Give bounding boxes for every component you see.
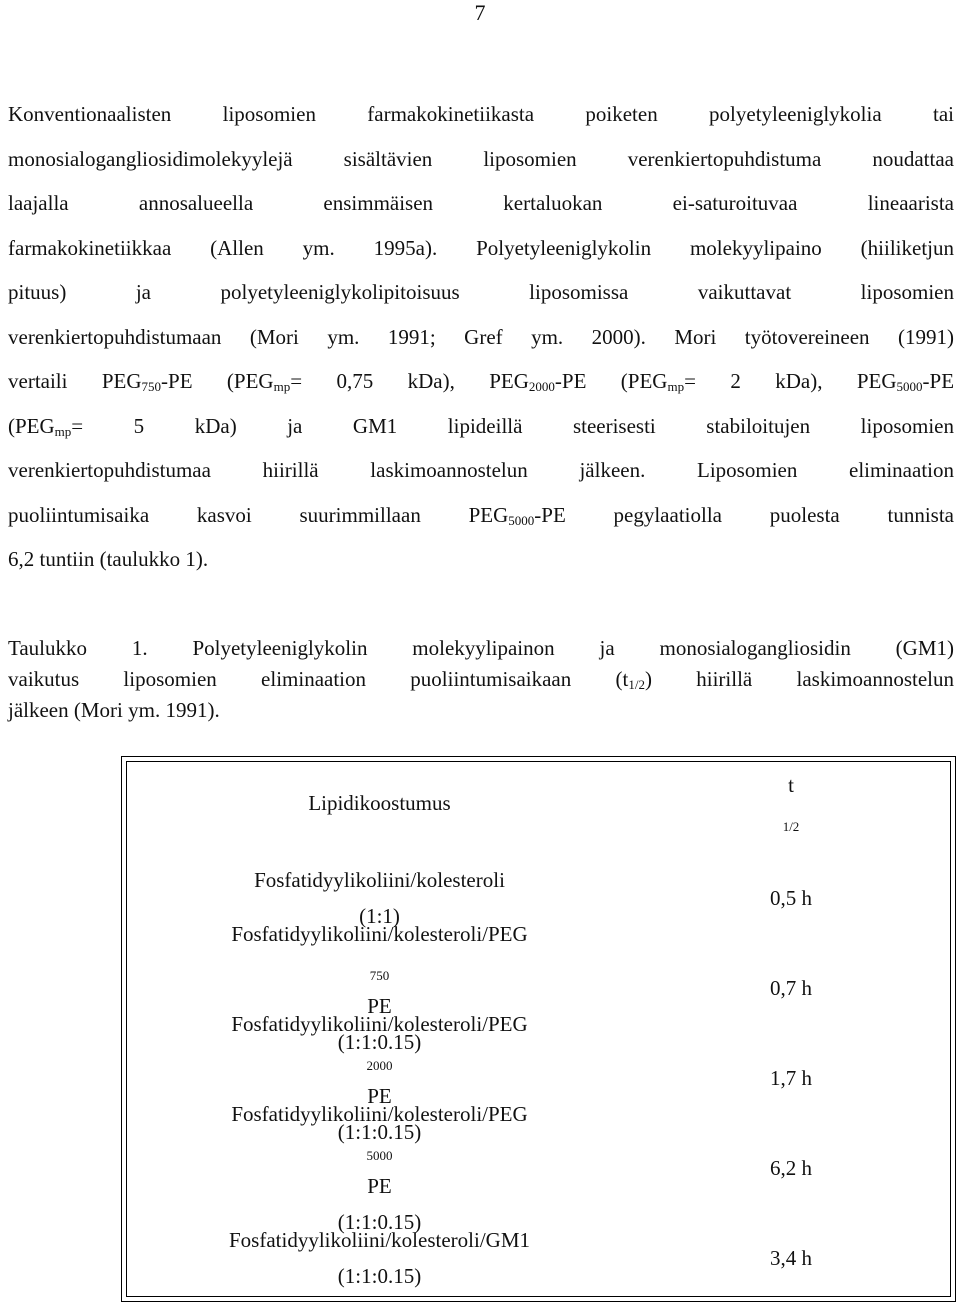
paragraph-line <box>8 404 954 449</box>
text-run: vertaili PEG <box>8 369 142 393</box>
paragraph-line: 6,2 tuntiin (taulukko 1). <box>8 547 209 571</box>
paragraph-line: Konventionaalisten liposomien farmakokinetiikasta poiketen polyetyleeniglykolia tai <box>8 102 954 126</box>
subscript: 5000 <box>896 379 923 394</box>
table-frame <box>126 761 951 1297</box>
text-run: -PE (PEG <box>161 369 274 393</box>
half-life-cell: 0,7 h <box>770 976 812 1000</box>
lipid-composition-cell: Fosfatidyylikoliini/kolesteroli (1:1) <box>254 868 505 928</box>
subscript: 2000 <box>528 379 555 394</box>
text-run: puoliintumisaika kasvoi suurimmillaan PEG <box>8 502 509 527</box>
paragraph-line: verenkiertopuhdistumaa hiirillä laskimoannostelun jälkeen. Liposomien eliminaation <box>8 458 954 482</box>
paragraph-line: verenkiertopuhdistumaan (Mori ym. 1991; Gref ym. 2000). Mori työtovereineen (1991) <box>8 324 954 349</box>
subscript: mp <box>667 379 685 394</box>
lipid-composition-cell: Fosfatidyylikoliini/kolesteroli/PEG $_{2000}$ PE (1:1:0.15) <box>231 1012 528 1144</box>
text-run: -PE (PEG <box>554 369 668 393</box>
text-run: = 0,75 kDa), PEG <box>290 369 529 393</box>
caption-line: Taulukko 1. Polyetyleeniglykolin molekyylipainon ja monosialogangliosidin (GM1) <box>8 636 954 660</box>
text-run: (PEG <box>8 413 55 438</box>
caption-line: jälkeen (Mori ym. 1991). <box>8 698 220 722</box>
page-number: 7 <box>474 0 486 25</box>
half-life-cell: 3,4 h <box>770 1246 812 1270</box>
table-caption <box>8 633 954 726</box>
half-life-cell: 1,7 h <box>770 1066 812 1090</box>
subscript: mp <box>273 379 291 394</box>
text-run: = 5 kDa) ja GM1 lipideillä steerisesti stabiloitujen liposomien <box>71 413 954 438</box>
paragraph-line: pituus) ja polyetyleeniglykolipitoisuus liposomissa vaikuttavat liposomien <box>8 280 954 304</box>
text-run: vaikutus liposomien eliminaation puoliintumisaikaan (t <box>8 667 629 691</box>
paragraph-line <box>8 493 954 538</box>
lipid-composition-cell: Fosfatidyylikoliini/kolesteroli/GM1 (1:1:0.15) <box>229 1228 530 1288</box>
subscript: 1/2 <box>782 819 800 834</box>
lipid-composition-cell: Fosfatidyylikoliini/kolesteroli/PEG $_{750}$ PE (1:1:0.15) <box>231 922 528 1054</box>
table-row <box>127 1102 950 1234</box>
body-paragraph <box>8 92 954 582</box>
paragraph-line <box>8 359 954 404</box>
caption-line <box>8 664 954 695</box>
text-run: -PE pegylaatiolla puolesta tunnista <box>534 502 954 527</box>
subscript: 750 <box>141 379 162 394</box>
paragraph-line: monosialogangliosidimolekyylejä sisältävien liposomien verenkiertopuhdistuma noudattaa <box>8 146 954 171</box>
header-lipid-composition: Lipidikoostumus <box>308 791 451 815</box>
lipid-composition-cell: Fosfatidyylikoliini/kolesteroli/PEG $_{5000}$ PE (1:1:0.15) <box>231 1102 528 1234</box>
paragraph-line: farmakokinetiikkaa (Allen ym. 1995a). Polyetyleeniglykolin molekyylipaino (hiiliketjun <box>8 235 954 260</box>
text-run: -PE <box>922 369 955 393</box>
header-half-life: t $_{1/2}$ <box>782 773 800 834</box>
table-row <box>127 1216 950 1300</box>
text-run: = 2 kDa), PEG <box>684 369 897 393</box>
subscript: 1/2 <box>628 677 645 692</box>
table-header-row <box>127 762 950 844</box>
subscript: mp <box>54 423 72 439</box>
text-run: ) hiirillä laskimoannostelun <box>644 667 954 691</box>
subscript: 5000 <box>508 512 535 528</box>
half-life-cell: 0,5 h <box>770 886 812 910</box>
data-table <box>121 756 956 1302</box>
paragraph-line: laajalla annosalueella ensimmäisen kertaluokan ei-saturoituvaa lineaarista <box>8 191 954 215</box>
half-life-cell: 6,2 h <box>770 1156 812 1180</box>
